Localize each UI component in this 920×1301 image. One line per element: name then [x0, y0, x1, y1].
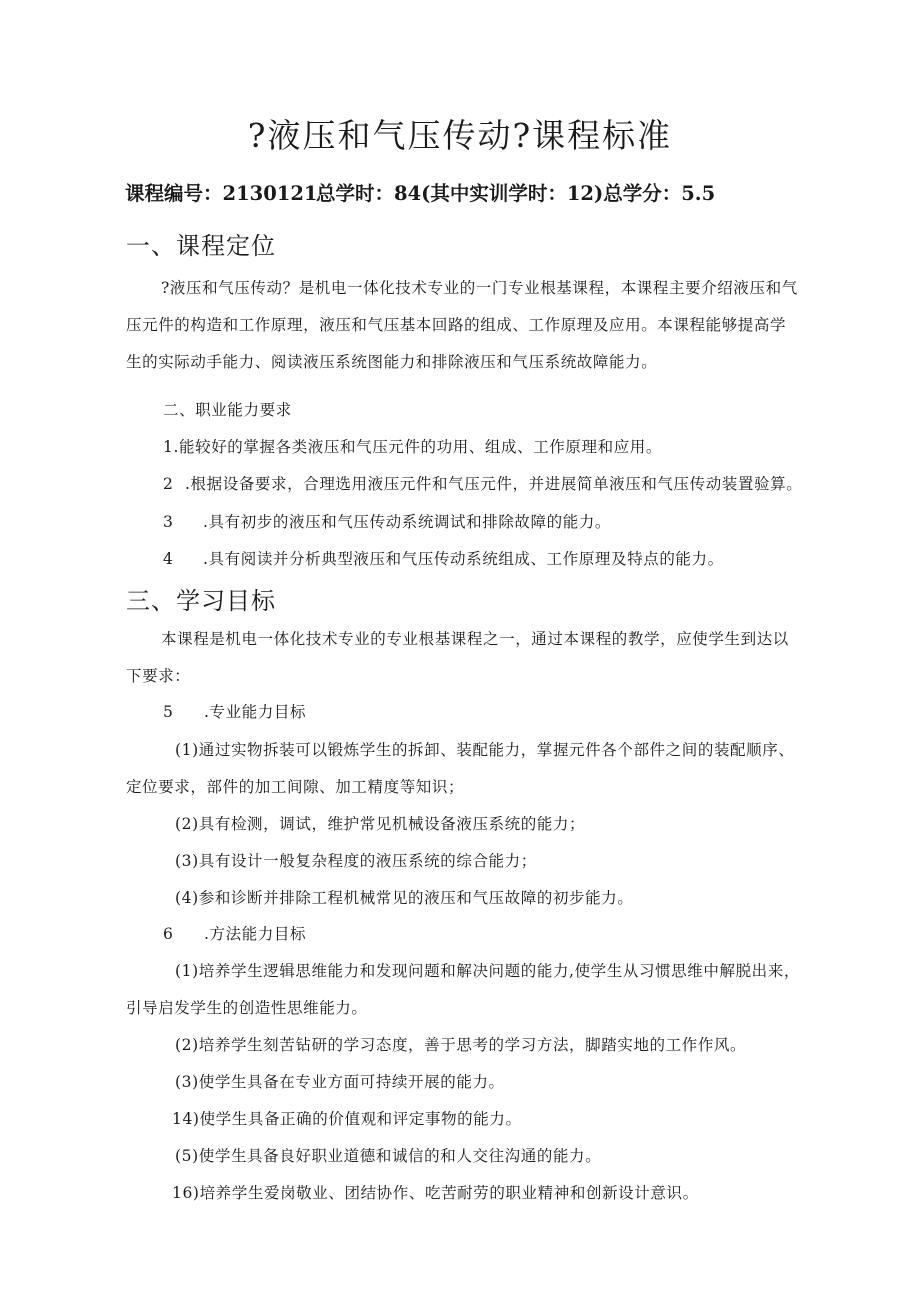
- paragraph-line: ?液压和气压传动？是机电一体化技术专业的一门专业根基课程，本课程主要介绍液压和气: [161, 279, 798, 297]
- list-item: [163, 435, 662, 457]
- subsection-label: .专业能力目标: [204, 703, 307, 721]
- list-item: 定位要求，部件的加工间隙、加工精度等知识；: [126, 778, 465, 796]
- section-heading-positioning: 一、课程定位: [126, 232, 276, 260]
- list-item-number: 3: [163, 513, 174, 531]
- paragraph-line: 下要求：: [126, 667, 191, 685]
- list-item: (1)培养学生逻辑思维能力和发现问题和解决问题的能力,使学生从习惯思维中解脱出来，: [175, 962, 800, 980]
- paragraph-line: 压元件的构造和工作原理，液压和气压基本回路的组成、工作原理及应用。本课程能够提高学: [126, 316, 787, 334]
- paragraph-line: 本课程是机电一体化技术专业的专业根基课程之一，通过本课程的教学，应使学生到达以: [161, 630, 789, 648]
- list-item: [163, 547, 724, 569]
- list-item: 16)培养学生爱岗敬业、团结协作、吃苦耐劳的职业精神和创新设计意识。: [172, 1184, 699, 1202]
- list-item: (3)使学生具备在专业方面可持续开展的能力。: [175, 1073, 505, 1091]
- list-item: (5)使学生具备良好职业道德和诚信的和人交往沟通的能力。: [175, 1147, 602, 1165]
- document-title: ?液压和气压传动?课程标准: [247, 116, 673, 155]
- subsection-heading: [163, 700, 306, 722]
- list-item-text: .根据设备要求，合理选用液压元件和气压元件，并进展简单液压和气压传动装置验算。: [185, 475, 803, 493]
- list-item-number: 2: [163, 475, 174, 493]
- list-item: 14)使学生具备正确的价值观和评定事物的能力。: [172, 1110, 522, 1128]
- list-item: (3)具有设计一般复杂程度的液压系统的综合能力；: [175, 852, 537, 870]
- subsection-number: 6: [163, 925, 174, 943]
- paragraph-line: 生的实际动手能力、阅读液压系统图能力和排除液压和气压系统故障能力。: [126, 353, 658, 371]
- list-item: [163, 472, 802, 494]
- section-heading-objectives: 三、学习目标: [126, 587, 276, 615]
- list-item-text: .具有阅读并分析典型液压和气压传动系统组成、工作原理及特点的能力。: [203, 550, 724, 568]
- list-item-number: 1: [163, 438, 174, 456]
- list-item: (4)参和诊断并排除工程机械常见的液压和气压故障的初步能力。: [175, 889, 634, 907]
- subsection-label: .方法能力目标: [204, 925, 307, 943]
- list-item: (1)通过实物拆装可以锻炼学生的拆卸、装配能力，掌握元件各个部件之间的装配顺序、: [175, 741, 795, 759]
- list-item-number: 4: [163, 550, 174, 568]
- list-item: [163, 510, 611, 532]
- list-item: (2)培养学生刻苦钻研的学习态度，善于思考的学习方法，脚踏实地的工作作风。: [175, 1036, 747, 1054]
- section-heading-abilities: 二、职业能力要求: [163, 401, 292, 419]
- list-item-text: .具有初步的液压和气压传动系统调试和排除故障的能力。: [203, 513, 612, 531]
- list-item: (2)具有检测，调试，维护常见机械设备液压系统的能力；: [175, 815, 586, 833]
- subsection-heading: [163, 922, 306, 944]
- list-item-text: .能较好的掌握各类液压和气压元件的功用、组成、工作原理和应用。: [173, 438, 662, 456]
- subsection-number: 5: [163, 703, 174, 721]
- course-code: 课程编号：2130121: [125, 182, 318, 205]
- list-item: 引导启发学生的创造性思维能力。: [126, 999, 368, 1017]
- course-hours-credits: 总学时：84(其中实训学时：12)总学分：5.5: [316, 182, 716, 205]
